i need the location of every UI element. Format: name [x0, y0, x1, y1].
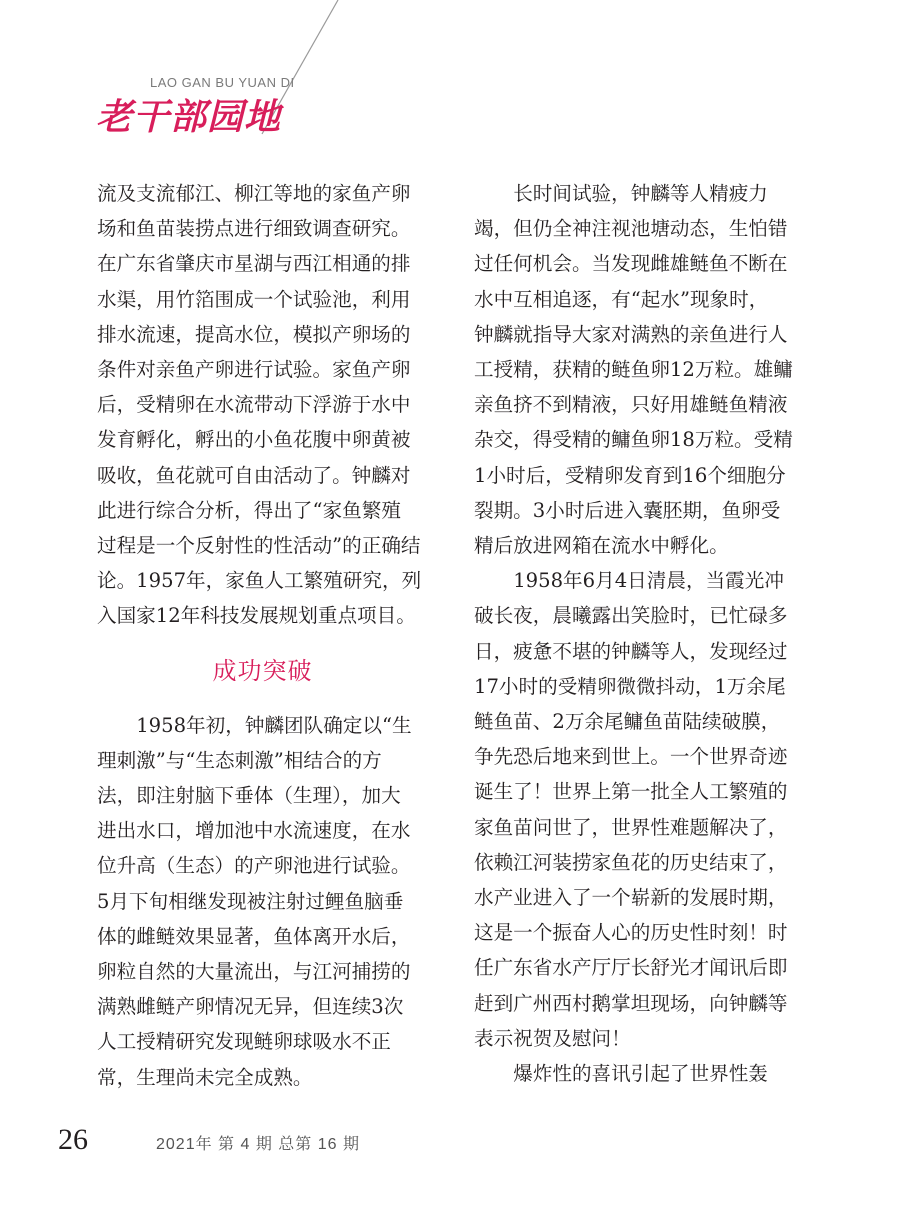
body-line: 表示祝贺及慰问！	[474, 1026, 631, 1050]
body-line: 任广东省水产厅厅长舒光才闻讯后即	[474, 956, 788, 980]
issue-info: 2021年 第 4 期 总第 16 期	[156, 1136, 360, 1153]
body-line: 依赖江河装捞家鱼花的历史结束了，	[474, 850, 788, 874]
body-line: 裂期。3小时后进入囊胚期，鱼卵受	[474, 498, 781, 522]
body-line: 后，受精卵在水流带动下浮游于水中	[97, 393, 411, 417]
body-line: 位升高（生态）的产卵池进行试验。	[97, 854, 411, 878]
body-line: 家鱼苗问世了，世界性难题解决了，	[474, 815, 788, 839]
body-line: 亲鱼挤不到精液，只好用雄鲢鱼精液	[474, 393, 788, 417]
left-column	[97, 176, 428, 1095]
body-line: 长时间试验，钟麟等人精疲力	[513, 182, 768, 205]
body-line: 赶到广州西村鹅掌坦现场，向钟麟等	[474, 991, 788, 1015]
body-line: 杂交，得受精的鳙鱼卵18万粒。受精	[474, 428, 793, 452]
body-line: 水产业进入了一个崭新的发展时期，	[474, 886, 788, 910]
body-line: 过程是一个反射性的性活动”的正确结	[97, 534, 421, 558]
body-line: 争先恐后地来到世上。一个世界奇迹	[474, 745, 788, 769]
masthead-title: 老干部园地	[96, 96, 282, 138]
body-line: 入国家12年科技发展规划重点项目。	[97, 604, 416, 628]
section-heading: 成功突破	[212, 656, 313, 685]
body-line: 场和鱼苗装捞点进行细致调查研究。	[97, 217, 411, 241]
body-line: 精后放进网箱在流水中孵化。	[474, 534, 729, 558]
body-line: 人工授精研究发现鲢卵球吸水不正	[97, 1030, 391, 1054]
body-line: 排水流速，提高水位，模拟产卵场的	[97, 322, 411, 346]
body-line: 理刺激”与“生态刺激”相结合的方	[97, 748, 382, 772]
body-line: 体的雌鲢效果显著，鱼体离开水后，	[97, 924, 411, 948]
body-line: 在广东省肇庆市星湖与西江相通的排	[97, 252, 411, 276]
body-line: 工授精，获精的鲢鱼卵12万粒。雄鳙	[474, 358, 793, 382]
body-line: 爆炸性的喜讯引起了世界性轰	[513, 1062, 768, 1086]
body-line: 破长夜，晨曦露出笑脸时，已忙碌多	[474, 604, 788, 628]
body-line: 吸收，鱼花就可自由活动了。钟麟对	[97, 463, 411, 487]
masthead-latin: LAO GAN BU YUAN DI	[150, 75, 295, 90]
body-line: 水中互相追逐，有“起水”现象时，	[474, 287, 769, 311]
body-line: 1958年初，钟麟团队确定以“生	[136, 713, 412, 737]
body-line: 诞生了！世界上第一批全人工繁殖的	[474, 780, 788, 804]
page-number: 26	[58, 1123, 88, 1156]
body-line: 钟麟就指导大家对满熟的亲鱼进行人	[474, 322, 788, 346]
body-line: 17小时的受精卵微微抖动，1万余尾	[474, 674, 786, 698]
body-line: 1小时后，受精卵发育到16个细胞分	[474, 463, 786, 487]
body-line: 日，疲惫不堪的钟麟等人，发现经过	[474, 639, 788, 663]
body-line: 卵粒自然的大量流出，与江河捕捞的	[97, 960, 411, 984]
body-line: 水渠，用竹箔围成一个试验池，利用	[97, 287, 411, 311]
body-line: 常，生理尚未完全成熟。	[97, 1065, 313, 1089]
body-line: 条件对亲鱼产卵进行试验。家鱼产卵	[97, 358, 411, 382]
body-line: 1958年6月4日清晨，当霞光冲	[513, 569, 784, 593]
body-line: 过任何机会。当发现雌雄鲢鱼不断在	[474, 252, 788, 276]
body-line: 这是一个振奋人心的历史性时刻！时	[474, 921, 788, 945]
right-column	[474, 176, 805, 1091]
body-line: 此进行综合分析，得出了“家鱼繁殖	[97, 498, 401, 522]
body-line: 5月下旬相继发现被注射过鲤鱼脑垂	[97, 889, 404, 913]
body-line: 竭，但仍全神注视池塘动态，生怕错	[474, 217, 788, 241]
body-line: 法，即注射脑下垂体（生理），加大	[97, 784, 401, 808]
body-line: 鲢鱼苗、2万余尾鳙鱼苗陆续破膜，	[474, 710, 781, 734]
body-line: 发育孵化，孵出的小鱼花腹中卵黄被	[97, 428, 411, 452]
body-line: 进出水口，增加池中水流速度，在水	[97, 819, 411, 843]
body-line: 流及支流郁江、柳江等地的家鱼产卵	[97, 182, 411, 205]
body-line: 论。1957年，家鱼人工繁殖研究，列	[97, 569, 422, 593]
body-line: 满熟雌鲢产卵情况无异，但连续3次	[97, 995, 404, 1019]
